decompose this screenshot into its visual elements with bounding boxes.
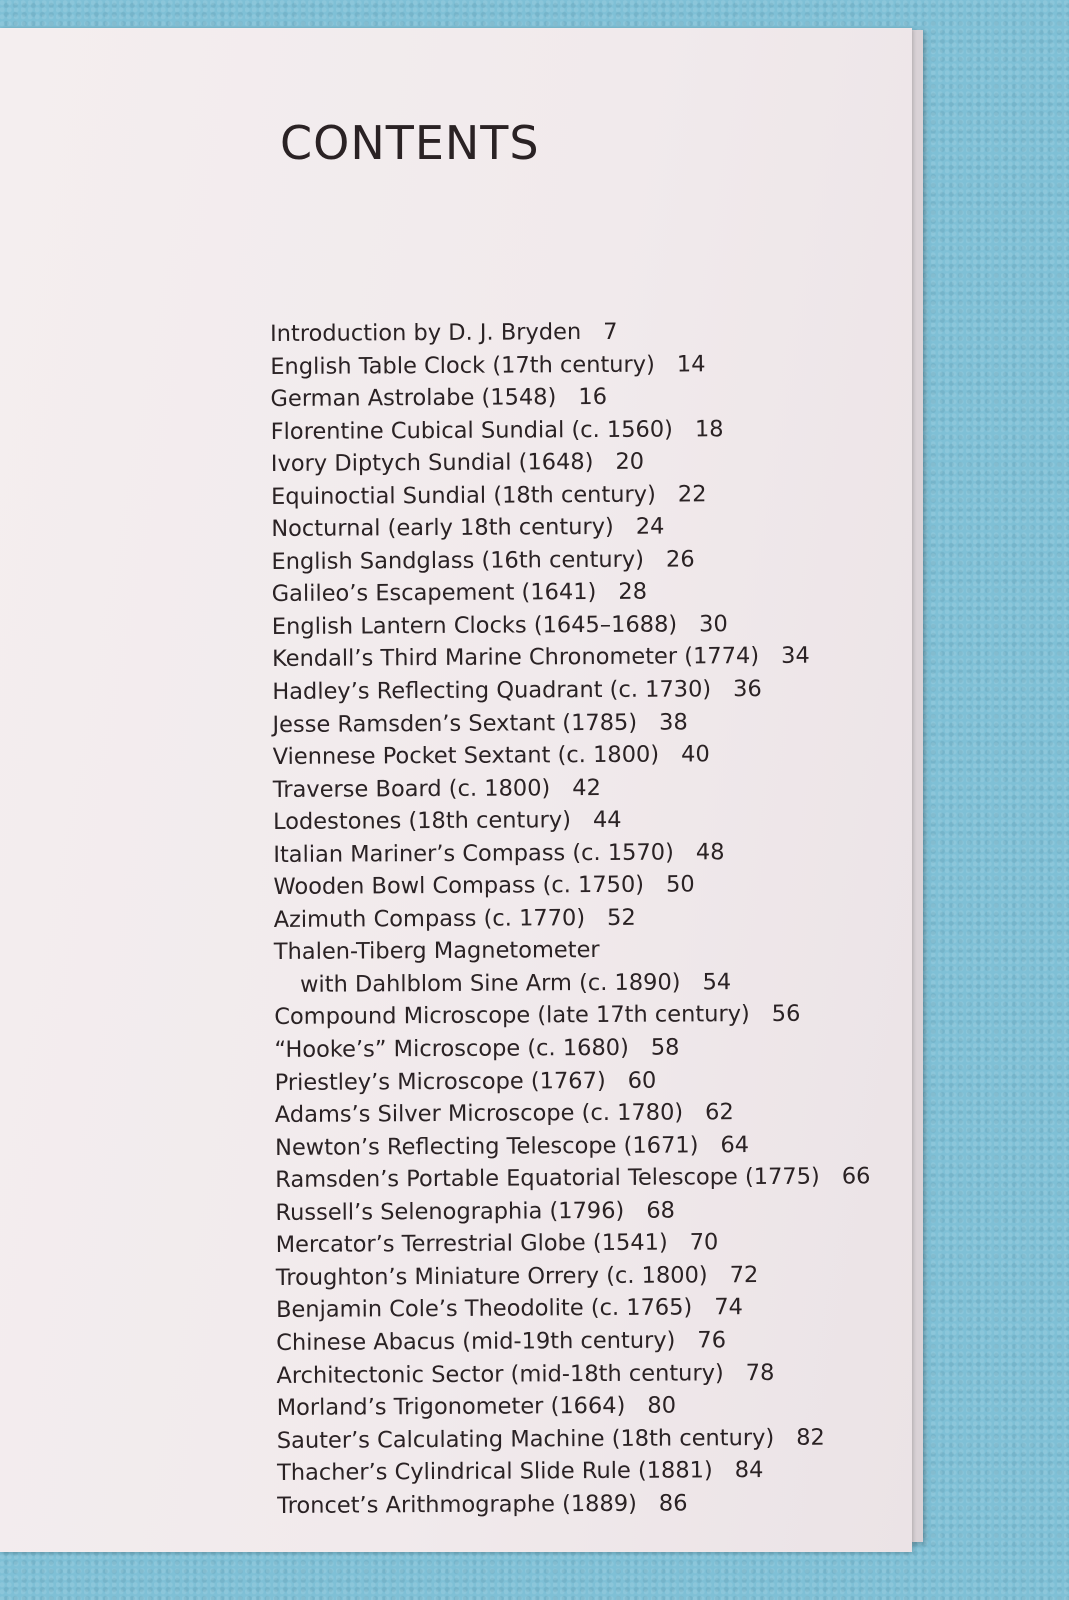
toc-entry-title: with Dahlblom Sine Arm (c. 1890) xyxy=(299,969,681,998)
toc-entry-title: Russell’s Selenographia (1796) xyxy=(275,1197,625,1226)
toc-entry-title: Florentine Cubical Sundial (c. 1560) xyxy=(270,416,674,445)
toc-entry xyxy=(273,770,903,806)
toc-entry xyxy=(272,705,902,741)
toc-entry-title: Nocturnal (early 18th century) xyxy=(271,514,614,543)
toc-entry-title: Wooden Bowl Compass (c. 1750) xyxy=(273,872,645,901)
contents-title: CONTENTS xyxy=(280,116,540,170)
toc-entry-title: Morland’s Trigonometer (1664) xyxy=(276,1392,626,1422)
toc-entry-title: Kendall’s Third Marine Chronometer (1774) xyxy=(272,643,760,673)
toc-entry-page: 48 xyxy=(695,838,725,866)
toc-entry xyxy=(275,1160,905,1196)
toc-entry-title: Newton’s Reflecting Telescope (1671) xyxy=(274,1132,699,1161)
toc-entry-page: 68 xyxy=(646,1197,676,1224)
toc-entry xyxy=(271,444,901,480)
toc-entry-title: Ivory Diptych Sundial (1648) xyxy=(270,449,594,478)
toc-entry-page: 70 xyxy=(689,1229,719,1256)
toc-entry xyxy=(271,542,901,578)
toc-entry xyxy=(272,672,902,708)
toc-entry-page: 18 xyxy=(694,415,724,443)
toc-entry xyxy=(270,379,900,415)
toc-entry-page: 16 xyxy=(578,384,608,411)
toc-entry xyxy=(271,412,901,448)
toc-entry xyxy=(274,900,904,936)
toc-entry-title: Jesse Ramsden’s Sextant (1785) xyxy=(272,709,638,738)
toc-entry-title: Architectonic Sector (mid-18th century) xyxy=(276,1359,724,1389)
toc-entry-title: Troncet’s Arithmographe (1889) xyxy=(277,1490,637,1519)
toc-entry-title: German Astrolabe (1548) xyxy=(270,384,557,413)
toc-entry-title: English Lantern Clocks (1645–1688) xyxy=(271,611,678,640)
toc-entry-page: 74 xyxy=(714,1294,744,1321)
toc-entry xyxy=(276,1258,906,1294)
toc-entry-title: Sauter’s Calculating Machine (18th century) xyxy=(276,1424,775,1454)
toc-entry-page: 26 xyxy=(665,546,695,573)
toc-entry xyxy=(276,1225,906,1261)
toc-entry xyxy=(275,1128,905,1164)
toc-entry-title: Introduction by D. J. Bryden xyxy=(270,319,582,347)
toc-entry-page: 42 xyxy=(572,774,601,801)
toc-entry-title: Lodestones (18th century) xyxy=(273,807,572,836)
toc-entry xyxy=(271,477,901,513)
toc-entry-title: Benjamin Cole’s Theodolite (c. 1765) xyxy=(275,1294,693,1324)
toc-entry-title: Priestley’s Microscope (1767) xyxy=(274,1067,606,1096)
toc-entry-title: English Table Clock (17th century) xyxy=(270,351,655,380)
toc-entry xyxy=(277,1486,907,1522)
toc-entry-title: Equinoctial Sundial (18th century) xyxy=(271,481,656,510)
toc-entry xyxy=(273,737,903,773)
toc-entry xyxy=(270,347,900,383)
toc-entry-title: Thacher’s Cylindrical Slide Rule (1881) xyxy=(276,1457,713,1487)
toc-entry-page: 52 xyxy=(607,904,636,931)
toc-entry xyxy=(270,314,900,350)
toc-entry xyxy=(276,1356,906,1392)
toc-entry-page: 84 xyxy=(734,1457,764,1484)
toc-entry-page: 40 xyxy=(681,741,710,768)
contents-list xyxy=(270,314,907,1522)
toc-entry-page: 56 xyxy=(771,1001,801,1028)
toc-entry xyxy=(275,1095,905,1131)
toc-entry-title: Viennese Pocket Sextant (c. 1800) xyxy=(272,741,660,771)
toc-entry-page: 38 xyxy=(659,709,688,736)
toc-entry xyxy=(276,1323,906,1359)
toc-entry-title: Traverse Board (c. 1800) xyxy=(272,774,551,803)
toc-entry-title: Thalen-Tiberg Magnetometer xyxy=(273,937,600,966)
toc-entry-title: Italian Mariner’s Compass (c. 1570) xyxy=(273,839,674,868)
toc-entry-page: 60 xyxy=(627,1067,657,1094)
toc-entry xyxy=(275,1063,905,1099)
toc-entry xyxy=(276,1291,906,1327)
toc-entry-title: Compound Microscope (late 17th century) xyxy=(274,1001,750,1031)
toc-entry-page: 36 xyxy=(733,676,762,703)
toc-entry-page: 54 xyxy=(702,969,732,996)
toc-entry-title: Chinese Abacus (mid-19th century) xyxy=(276,1327,676,1356)
toc-entry-title: Mercator’s Terrestrial Globe (1541) xyxy=(275,1229,668,1259)
toc-entry xyxy=(273,802,903,838)
toc-entry-title: Azimuth Compass (c. 1770) xyxy=(273,904,586,933)
toc-entry-page: 80 xyxy=(647,1392,677,1419)
toc-entry-page: 62 xyxy=(705,1099,734,1126)
toc-entry xyxy=(275,1193,905,1229)
toc-entry-page: 72 xyxy=(729,1261,759,1289)
book-page xyxy=(0,28,912,1552)
toc-entry-page: 64 xyxy=(720,1131,750,1158)
toc-entry-title: Adams’s Silver Microscope (c. 1780) xyxy=(274,1099,684,1129)
toc-entry xyxy=(277,1388,907,1424)
toc-entry-page: 34 xyxy=(781,643,810,670)
toc-entry-page: 86 xyxy=(658,1490,688,1517)
toc-entry xyxy=(274,1030,904,1066)
toc-entry xyxy=(272,575,902,611)
toc-entry-page: 14 xyxy=(676,350,706,378)
toc-entry-title: English Sandglass (16th century) xyxy=(271,546,645,575)
toc-entry-title: Hadley’s Reflecting Quadrant (c. 1730) xyxy=(272,676,712,706)
toc-entry-page: 20 xyxy=(615,448,645,476)
toc-entry xyxy=(273,867,903,903)
toc-entry-page: 24 xyxy=(635,513,665,541)
toc-entry xyxy=(274,933,904,969)
toc-entry-title: “Hooke’s” Microscope (c. 1680) xyxy=(274,1034,629,1064)
toc-entry-page: 76 xyxy=(697,1327,727,1354)
toc-entry-page: 66 xyxy=(841,1163,871,1190)
toc-entry xyxy=(271,509,901,545)
toc-entry-title: Galileo’s Escapement (1641) xyxy=(271,579,597,608)
toc-entry xyxy=(274,998,904,1034)
toc-entry-page: 30 xyxy=(699,611,728,638)
toc-entry-page: 22 xyxy=(677,481,707,508)
toc-entry-page: 78 xyxy=(745,1359,775,1386)
toc-entry xyxy=(277,1453,907,1489)
toc-entry-page: 82 xyxy=(796,1424,825,1451)
toc-entry xyxy=(272,607,902,643)
toc-entry xyxy=(277,1421,907,1457)
toc-entry-page: 58 xyxy=(650,1034,680,1061)
toc-entry-page: 7 xyxy=(603,318,618,345)
toc-entry-title: Ramsden’s Portable Equatorial Telescope (1775) xyxy=(275,1163,820,1194)
toc-entry-page: 28 xyxy=(618,579,648,606)
toc-entry xyxy=(273,835,903,871)
toc-entry-title: Troughton’s Miniature Orrery (c. 1800) xyxy=(275,1262,708,1291)
toc-entry-page: 50 xyxy=(665,871,695,898)
toc-entry xyxy=(274,965,904,1001)
toc-entry-page: 44 xyxy=(592,807,622,834)
toc-entry xyxy=(272,640,902,676)
